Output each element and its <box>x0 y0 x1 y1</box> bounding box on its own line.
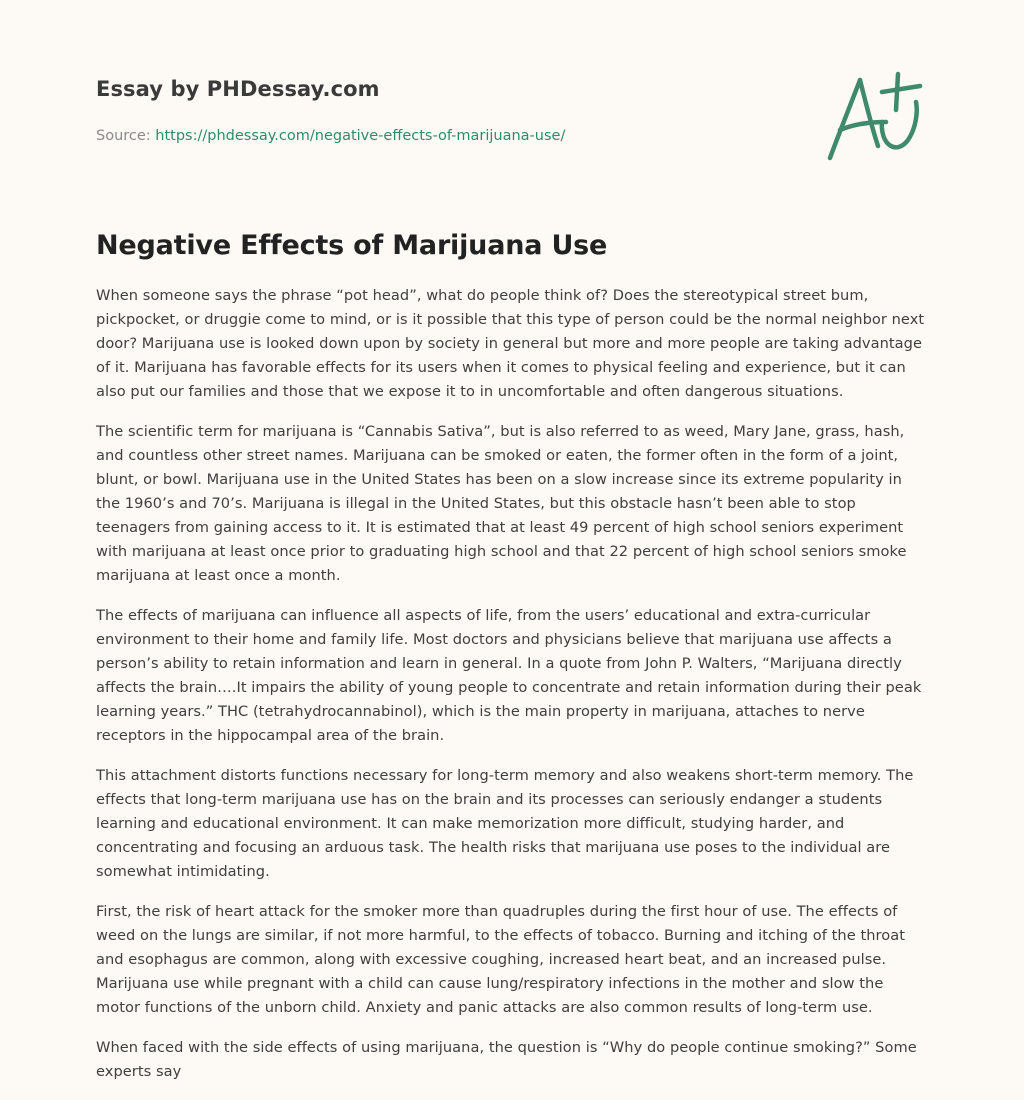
a-plus-logo-svg <box>820 66 930 166</box>
source-label: Source: <box>96 128 151 144</box>
essay-paragraph: When someone says the phrase “pot head”, what do people think of? Does the stereotypical street bum, pickpocket, or druggie come to mind, or is it possible that this type of person could be the normal neighbor next door? Marijuana use is looked down upon by society in general but more and more people are taking advantage of it. Marijuana has favorable effects for its users when it comes to physical feeling and experience, but it can also put our families and those that we expose it to in uncomfortable and often dangerous situations. <box>96 287 925 400</box>
essay-paragraph: The effects of marijuana can influence all aspects of life, from the users’ educational and extra-curricular environment to their home and family life. Most doctors and physicians believe that marijuana use affects a person’s ability to retain information and learn in general. In a quote from John P. Walters, “Marijuana directly affects the brain….It impairs the ability of young people to concentrate and retain information during their peak learning years.” THC (tetrahydrocannabinol), which is the main property in marijuana, attaches to nerve receptors in the hippocampal area of the brain. <box>96 607 922 744</box>
essay-paragraph: When faced with the side effects of using marijuana, the question is “Why do people continue smoking?” Some experts say <box>96 1039 917 1080</box>
essay-paragraph: This attachment distorts functions necessary for long-term memory and also weakens short-term memory. The effects that long-term marijuana use has on the brain and its processes can seriously endanger a students learning and educational environment. It can make memorization more difficult, studying harder, and concentrating and focusing an arduous task. The health risks that marijuana use poses to the individual are somewhat intimidating. <box>96 767 914 880</box>
essay-title: Negative Effects of Marijuana Use <box>96 230 608 261</box>
site-brand: Essay by PHDessay.com <box>96 77 380 101</box>
a-crossbar-stroke <box>840 122 886 130</box>
essay-body <box>96 284 928 1100</box>
plus-horizontal-stroke <box>882 86 920 92</box>
a-plus-grade-icon <box>820 66 930 166</box>
a-left-stroke <box>830 80 860 158</box>
a-right-stroke <box>860 80 878 146</box>
swoosh-stroke <box>882 102 917 147</box>
essay-paragraph: The scientific term for marijuana is “Cannabis Sativa”, but is also referred to as weed, Mary Jane, grass, hash, and countless other street names. Marijuana can be smoked or eaten, the former often in the form of a joint, blunt, or bowl. Marijuana use in the United States has been on a slow increase since its extreme popularity in the 1960’s and 70’s. Marijuana is illegal in the United States, but this obstacle hasn’t been able to stop teenagers from gaining access to it. It is estimated that at least 49 percent of high school seniors experiment with marijuana at least once prior to graduating high school and that 22 percent of high school seniors smoke marijuana at least once a month. <box>96 423 907 584</box>
source-link[interactable]: https://phdessay.com/negative-effects-of-marijuana-use/ <box>155 128 566 144</box>
source-line <box>96 126 796 146</box>
page-header <box>96 72 796 146</box>
essay-paragraph: First, the risk of heart attack for the smoker more than quadruples during the first hour of use. The effects of weed on the lungs are similar, if not more harmful, to the effects of tobacco. Burning and itching of the throat and esophagus are common, along with excessive coughing, increased heart beat, and an increased pulse. Marijuana use while pregnant with a child can cause lung/respiratory infections in the mother and slow the motor functions of the unborn child. Anxiety and panic attacks are also common results of long-term use. <box>96 903 905 1016</box>
